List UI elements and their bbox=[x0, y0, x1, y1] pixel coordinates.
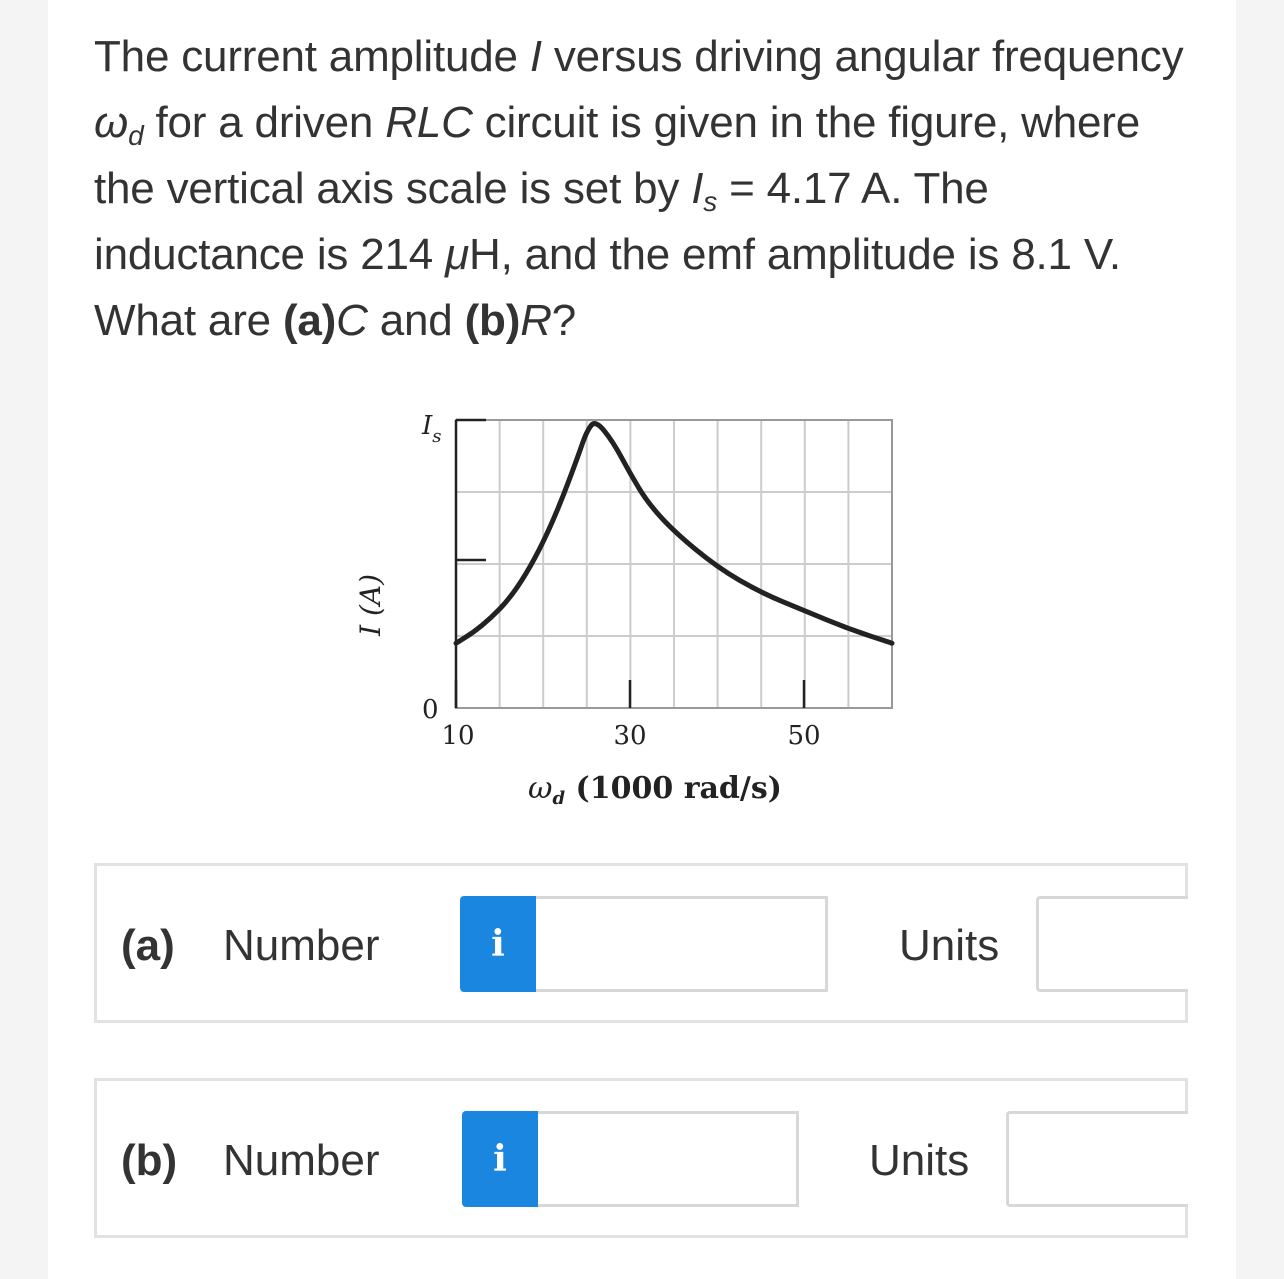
number-label-b: Number bbox=[223, 1136, 380, 1185]
y-axis-label: I (A) bbox=[354, 573, 387, 637]
info-button-b[interactable]: i bbox=[462, 1111, 538, 1207]
answer-row-a bbox=[94, 863, 1188, 1023]
units-select-a[interactable] bbox=[1036, 896, 1188, 992]
number-input-b[interactable] bbox=[538, 1111, 799, 1207]
x-axis-label: $\omega_d$ (1000 rad/s) bbox=[528, 771, 782, 809]
x-tick-label-10: 10 bbox=[441, 721, 475, 751]
resonance-figure bbox=[330, 400, 930, 820]
number-input-a[interactable] bbox=[536, 896, 828, 992]
resonance-chart bbox=[330, 400, 930, 820]
y-top-label: $I_s$ bbox=[422, 411, 442, 447]
units-select-b[interactable] bbox=[1006, 1111, 1188, 1207]
part-label-a: (a) bbox=[121, 921, 175, 970]
question-text: The current amplitude I versus driving angular frequency $\omega_d$ for a driven RLC circuit is given in the figure, where the vertical axis scale is set by $I_s = 4.17$ A. The inductance is 214 μH, and the emf amplitude is 8.1 V. What are (a)C and (b)R? bbox=[94, 32, 1184, 345]
y-zero-label: 0 bbox=[422, 695, 439, 725]
x-tick-label-50: 50 bbox=[787, 721, 821, 751]
part-label-b: (b) bbox=[121, 1136, 178, 1185]
number-label-a: Number bbox=[223, 921, 380, 970]
info-button-a[interactable]: i bbox=[460, 896, 536, 992]
answer-row-b bbox=[94, 1078, 1188, 1238]
x-tick-label-30: 30 bbox=[613, 721, 647, 751]
units-label-b: Units bbox=[869, 1136, 970, 1185]
chart-grid bbox=[456, 420, 892, 708]
units-label-a: Units bbox=[899, 921, 1000, 970]
